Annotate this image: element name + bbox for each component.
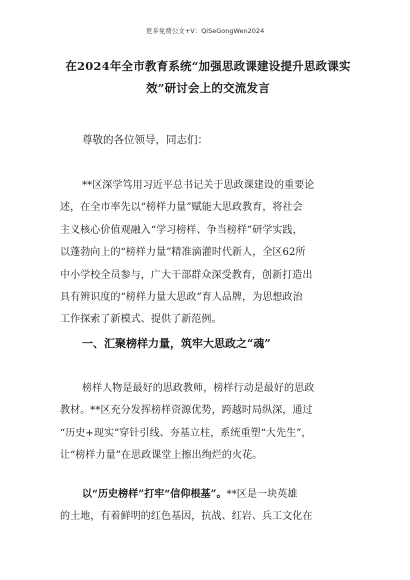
text-line: 中小学校全员参与，广大干部群众深受教育，创新打造出 [60,269,313,281]
paragraph-intro [60,175,352,332]
text-line: 主义核心价值观融入“学习榜样、争当榜样”研学实践， [60,224,303,236]
text-line: 工作探索了新模式、提供了新范例。 [60,314,222,326]
text-line: 述，在全市率先以“榜样力量”赋能大思政教育，将社会 [60,202,303,214]
bold-lead: 以“历史榜样”打牢“信仰根基”。 [82,489,227,500]
section-heading: 一、汇聚榜样力量，筑牢大思政之“魂” [82,337,271,350]
text-line: 教材。**区充分发挥榜样资源优势，跨越时局纵深，通过 [60,405,313,417]
lead-rest: **区是一块英雄 [226,489,298,500]
text-line [60,484,352,506]
text-line: 以蓬勃向上的“榜样力量”精准滴灌时代新人，全区62所 [60,247,306,259]
salutation: 尊敬的各位领导，同志们： [82,134,208,146]
title-line-1: 在2024年全市教育系统“加强思政课建设提升思政课实 [65,59,351,73]
text-line: 的土地，有着鲜明的红色基因，抗战、红岩、兵工文化在 [60,511,313,523]
text-line: 榜样人物是最好的思政教师，榜样行动是最好的思政 [82,383,315,394]
document-title [58,55,358,99]
text-line: 让“榜样力量”在思政课堂上擦出绚烂的火花。 [60,450,263,462]
text-line: “历史+现实”穿针引线、夯基立柱，系统重塑“大先生”， [60,427,312,439]
title-line-2: 效”研讨会上的交流发言 [146,81,270,95]
text-line: 具有辨识度的“榜样力量大思政”育人品牌，为思想政治 [60,292,303,304]
header-note: 更多免费公文+V：QiSeGongWen2024 [145,27,265,35]
paragraph-history-models [60,484,352,529]
text-line: **区深学笃用习近平总书记关于思政课建设的重要论 [82,180,315,191]
paragraph-section1 [60,378,352,468]
